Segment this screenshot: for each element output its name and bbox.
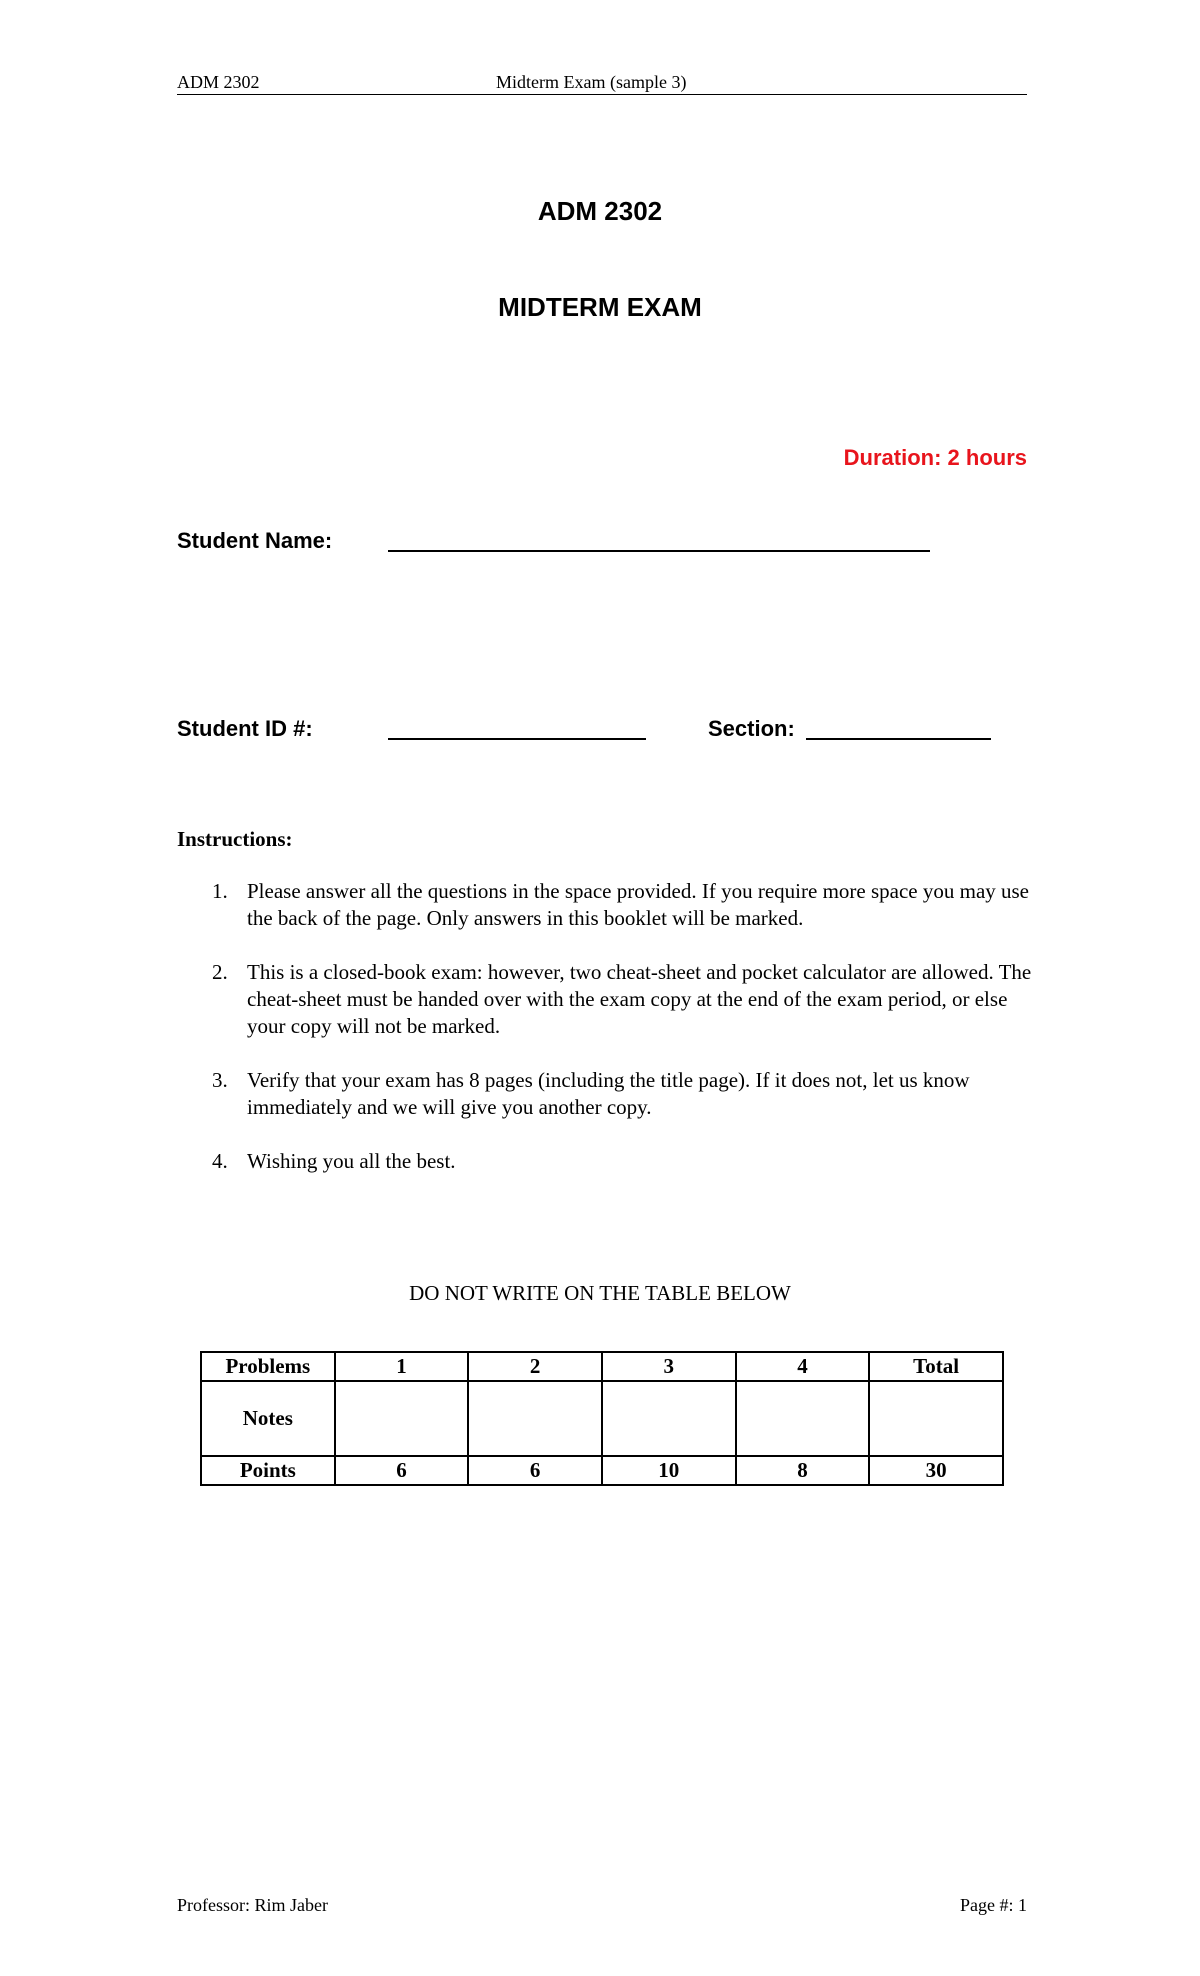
footer-professor: Professor: Rim Jaber <box>177 1895 328 1915</box>
table-cell <box>736 1381 870 1456</box>
table-cell: Points <box>201 1456 335 1485</box>
table-row-points <box>201 1456 1003 1485</box>
table-cell: Notes <box>201 1381 335 1456</box>
table-cell: 4 <box>736 1352 870 1381</box>
header-course: ADM 2302 <box>177 72 260 92</box>
student-id-blank[interactable] <box>388 738 646 740</box>
table-cell: 1 <box>335 1352 469 1381</box>
section-label: Section: <box>708 716 795 741</box>
table-cell: 6 <box>335 1456 469 1485</box>
instruction-number: 4. <box>212 1149 228 1173</box>
student-id-label: Student ID #: <box>177 716 313 741</box>
table-cell: 30 <box>869 1456 1003 1485</box>
course-title: ADM 2302 <box>537 196 663 226</box>
duration-label: Duration: 2 hours <box>843 445 1027 470</box>
instruction-text: Wishing you all the best. <box>247 1149 456 1173</box>
instruction-text: Please answer all the questions in the space provided. If you require more space you may use the back of the page. Only answers in this booklet will be marked. <box>247 879 1030 930</box>
table-cell: 3 <box>602 1352 736 1381</box>
exam-title: MIDTERM EXAM <box>498 292 702 322</box>
grade-table <box>200 1351 1004 1486</box>
table-cell: 8 <box>736 1456 870 1485</box>
header-title: Midterm Exam (sample 3) <box>496 72 687 92</box>
student-name-label: Student Name: <box>177 528 333 553</box>
table-cell: 2 <box>468 1352 602 1381</box>
section-blank[interactable] <box>806 738 991 740</box>
table-cell: Total <box>869 1352 1003 1381</box>
table-cell <box>468 1381 602 1456</box>
instructions-list <box>177 878 1037 1202</box>
table-cell: 6 <box>468 1456 602 1485</box>
table-cell <box>869 1381 1003 1456</box>
instruction-number: 3. <box>212 1068 228 1092</box>
running-header <box>177 72 1027 95</box>
table-cell <box>335 1381 469 1456</box>
instruction-text: This is a closed-book exam: however, two cheat-sheet and pocket calculator are allowed. The cheat-sheet must be handed over with the exam copy at the end of the exam period, or else your copy will not be marked. <box>247 960 1032 1038</box>
footer-page-number: Page #: 1 <box>960 1895 1027 1915</box>
instruction-item <box>177 959 1037 1040</box>
instruction-number: 2. <box>212 960 228 984</box>
student-name-blank[interactable] <box>388 550 930 552</box>
table-row-notes <box>201 1381 1003 1456</box>
instruction-number: 1. <box>212 879 228 903</box>
table-notice: DO NOT WRITE ON THE TABLE BELOW <box>409 1281 791 1305</box>
instruction-item <box>177 1148 1037 1175</box>
table-cell <box>602 1381 736 1456</box>
table-row-problems <box>201 1352 1003 1381</box>
table-cell: Problems <box>201 1352 335 1381</box>
instruction-item <box>177 878 1037 932</box>
table-cell: 10 <box>602 1456 736 1485</box>
instruction-text: Verify that your exam has 8 pages (including the title page). If it does not, let us know immediately and we will give you another copy. <box>247 1068 970 1119</box>
instruction-item <box>177 1067 1037 1121</box>
instructions-heading: Instructions: <box>177 827 293 851</box>
